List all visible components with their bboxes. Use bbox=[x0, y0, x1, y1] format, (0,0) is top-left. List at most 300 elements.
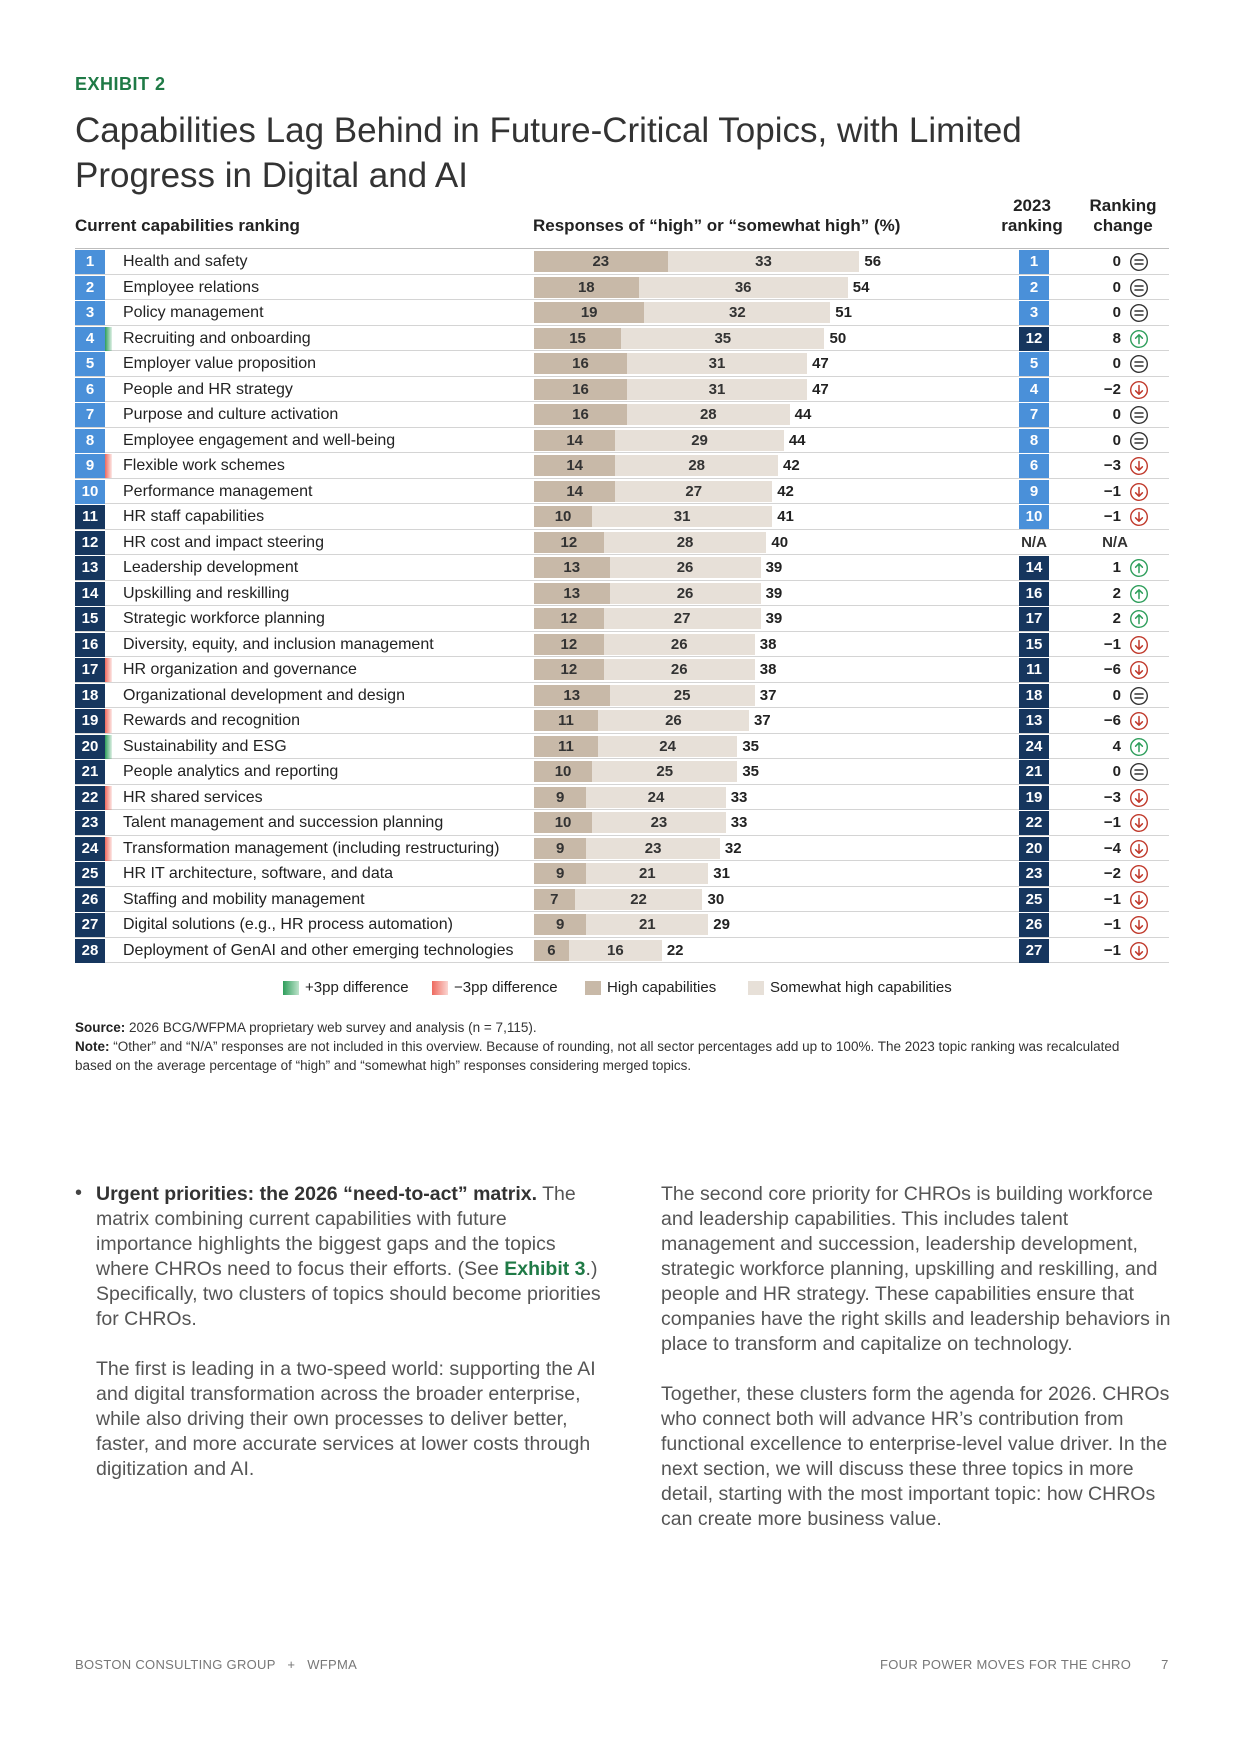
table-row bbox=[75, 326, 1169, 352]
header-rank2023-line1: 2023 bbox=[1013, 196, 1051, 215]
topic-label: Transformation management (including restructuring) bbox=[123, 839, 500, 857]
source-line bbox=[75, 1018, 1155, 1037]
bar-high-label: 9 bbox=[555, 839, 565, 857]
arrow-down-circle-icon bbox=[1129, 660, 1149, 680]
rank-2023-badge: 18 bbox=[1019, 684, 1049, 708]
rank-badge: 6 bbox=[75, 378, 105, 402]
rank-2023-badge: 21 bbox=[1019, 760, 1049, 784]
footer-right bbox=[880, 1657, 1169, 1672]
rank-badge: 21 bbox=[75, 760, 105, 784]
bar-high-label: 19 bbox=[580, 304, 598, 321]
rank-badge: 5 bbox=[75, 352, 105, 376]
topic-label: People and HR strategy bbox=[123, 380, 293, 398]
ranking-change-value: 0 bbox=[1112, 431, 1121, 449]
bar-total-label: 42 bbox=[783, 457, 800, 474]
source-text: 2026 BCG/WFPMA proprietary web survey and analysis (n = 7,115). bbox=[129, 1020, 537, 1035]
bar-high-label: 12 bbox=[560, 661, 578, 678]
rank-badge: 28 bbox=[75, 939, 105, 963]
ranking-change-value: 0 bbox=[1112, 686, 1121, 704]
arrow-down-circle-icon bbox=[1129, 941, 1149, 961]
bar-somewhat-high-label: 26 bbox=[670, 661, 688, 678]
topic-label: Purpose and culture activation bbox=[123, 406, 339, 423]
topic-label: HR IT architecture, software, and data bbox=[123, 865, 394, 882]
note-text: “Other” and “N/A” responses are not included in this overview. Because of rounding, not all sector percentages add up to 100%. The 2023 topic ranking was recalculated based on the average percentage of “high” and “somewhat high” responses considering merged topics. bbox=[75, 1039, 1120, 1073]
rank-2023-badge: 17 bbox=[1019, 607, 1049, 631]
bar-somewhat-high-label: 24 bbox=[647, 788, 665, 806]
bar-somewhat-high-label: 31 bbox=[708, 380, 726, 398]
topic-label: Health and safety bbox=[123, 253, 248, 270]
header-responses: Responses of “high” or “somewhat high” (%) bbox=[533, 216, 901, 235]
legend-neg-label: −3pp difference bbox=[454, 979, 558, 996]
bar-total-label: 32 bbox=[724, 839, 742, 857]
equal-circle-icon bbox=[1129, 762, 1149, 782]
bullet-paragraph bbox=[96, 1182, 608, 1332]
bar-somewhat-high-label: 22 bbox=[630, 890, 647, 908]
topic-label: Employee relations bbox=[123, 278, 260, 296]
rank-badge: 9 bbox=[75, 454, 105, 478]
rank-2023-badge: 15 bbox=[1019, 633, 1049, 657]
ranking-change-value: −1 bbox=[1103, 508, 1121, 525]
rank-badge: 2 bbox=[75, 276, 105, 300]
rank-badge: 8 bbox=[75, 429, 105, 453]
rank-badge: 20 bbox=[75, 735, 105, 759]
rank-badge: 18 bbox=[75, 684, 105, 708]
ranking-change-value: −1 bbox=[1103, 482, 1121, 500]
rank-badge: 7 bbox=[75, 403, 105, 427]
bar-total-label: 47 bbox=[812, 380, 829, 398]
rank-badge: 10 bbox=[75, 480, 105, 504]
positive-diff-marker bbox=[105, 327, 112, 351]
table-row bbox=[75, 581, 1169, 607]
bar-total-label: 39 bbox=[765, 584, 783, 602]
bar-high-label: 11 bbox=[558, 737, 574, 755]
bar-high-label: 14 bbox=[566, 431, 583, 449]
footer-org: BOSTON CONSULTING GROUP bbox=[75, 1657, 276, 1672]
ranking-change-value: −1 bbox=[1103, 916, 1121, 933]
topic-label: HR organization and governance bbox=[123, 661, 357, 678]
bar-somewhat-high-label: 23 bbox=[644, 839, 662, 857]
rank-2023-badge: 3 bbox=[1019, 301, 1049, 325]
topic-label: Policy management bbox=[123, 304, 264, 321]
table-row bbox=[75, 275, 1169, 301]
bar-high-label: 16 bbox=[572, 406, 589, 423]
rank-badge: 24 bbox=[75, 837, 105, 861]
ranking-change-value: 0 bbox=[1112, 278, 1121, 296]
table-row bbox=[75, 912, 1169, 938]
negative-diff-marker bbox=[105, 709, 112, 733]
rank-2023-badge: 2 bbox=[1019, 276, 1049, 300]
table-row bbox=[75, 555, 1169, 581]
rank-badge: 15 bbox=[75, 607, 105, 631]
bar-somewhat-high-label: 25 bbox=[656, 763, 674, 780]
rank-badge: 22 bbox=[75, 786, 105, 810]
header-rank2023-line2: ranking bbox=[1001, 216, 1063, 235]
ranking-change-value: 8 bbox=[1112, 329, 1121, 347]
bar-total-label: 38 bbox=[759, 661, 777, 678]
rank-badge: 19 bbox=[75, 709, 105, 733]
rank-2023-badge: 7 bbox=[1019, 403, 1049, 427]
legend-some-label: Somewhat high capabilities bbox=[770, 979, 952, 996]
arrow-down-circle-icon bbox=[1129, 380, 1149, 400]
rank-2023-badge: 23 bbox=[1019, 862, 1049, 886]
topic-label: Deployment of GenAI and other emerging technologies bbox=[123, 941, 514, 959]
rank-2023-badge: 1 bbox=[1019, 250, 1049, 274]
bar-high-label: 12 bbox=[560, 533, 578, 551]
rank-badge: 17 bbox=[75, 658, 105, 682]
header-current-ranking: Current capabilities ranking bbox=[75, 216, 300, 235]
bar-total-label: 56 bbox=[864, 253, 882, 270]
ranking-change-value: 1 bbox=[1112, 559, 1121, 576]
bar-total-label: 35 bbox=[742, 763, 760, 780]
note-label: Note: bbox=[75, 1039, 110, 1054]
bullet-dot: • bbox=[75, 1182, 83, 1204]
rank-badge: 27 bbox=[75, 913, 105, 937]
right-paragraph-2: Together, these clusters form the agenda for 2026. CHROs who connect both will advance HR’s contribution from functional excellence to enterprise-level value driver. In the next section, we will discuss these three topics in more detail, starting with the most important topic: how CHROs can create more business value. bbox=[661, 1383, 1170, 1530]
ranking-change-value: N/A bbox=[1102, 533, 1128, 551]
table-row bbox=[75, 657, 1169, 683]
legend-pos-label: +3pp difference bbox=[305, 979, 409, 996]
bar-somewhat-high-label: 23 bbox=[650, 814, 668, 831]
topic-label: Rewards and recognition bbox=[123, 712, 300, 729]
ranking-change-value: −3 bbox=[1103, 788, 1121, 806]
equal-circle-icon bbox=[1129, 431, 1149, 451]
footer-page-number: 7 bbox=[1161, 1657, 1169, 1672]
topic-label: Recruiting and onboarding bbox=[123, 329, 311, 347]
rank-2023-badge: 27 bbox=[1019, 939, 1049, 963]
rank-badge: 11 bbox=[75, 505, 105, 529]
bar-high-label: 10 bbox=[554, 508, 572, 525]
bar-somewhat-high-label: 27 bbox=[685, 482, 703, 500]
arrow-down-circle-icon bbox=[1129, 915, 1149, 935]
bar-high-label: 13 bbox=[563, 686, 581, 704]
bar-somewhat-high-label: 31 bbox=[708, 355, 726, 372]
bar-total-label: 44 bbox=[788, 431, 806, 449]
table-row bbox=[75, 938, 1169, 964]
rank-2023-badge: 26 bbox=[1019, 913, 1049, 937]
topic-label: Digital solutions (e.g., HR process automation) bbox=[123, 916, 453, 933]
bullet-text-1: The matrix combining current capabilities with future importance highlights the biggest gaps and the topics where CHROs need to focus their efforts. (See bbox=[96, 1183, 576, 1280]
table-row bbox=[75, 785, 1169, 811]
bar-total-label: 39 bbox=[765, 559, 783, 576]
bar-total-label: 54 bbox=[852, 278, 870, 296]
bar-total-label: 29 bbox=[713, 916, 730, 933]
right-paragraph-1: The second core priority for CHROs is building workforce and leadership capabilities. This includes talent management and succession, leadership development, strategic workforce planning, upskilling and reskilling, and people and HR strategy. These capabilities ensure that companies have the right skills and leadership behaviors in place to transform and capitalize on technology. bbox=[661, 1183, 1171, 1355]
bar-total-label: 50 bbox=[829, 329, 847, 347]
topic-label: Employee engagement and well-being bbox=[123, 431, 396, 449]
bar-total-label: 33 bbox=[730, 788, 748, 806]
topic-label: HR cost and impact steering bbox=[123, 533, 324, 551]
bar-high-label: 10 bbox=[554, 814, 572, 831]
rank-badge: 13 bbox=[75, 556, 105, 580]
topic-label: Performance management bbox=[123, 482, 313, 500]
header-change-line1: Ranking bbox=[1089, 196, 1157, 215]
bar-somewhat-high-label: 26 bbox=[676, 584, 694, 602]
bar-high-label: 12 bbox=[560, 635, 578, 653]
ranking-change-value: −4 bbox=[1103, 839, 1121, 857]
legend-high-swatch bbox=[585, 981, 601, 995]
bar-somewhat-high-label: 21 bbox=[638, 916, 656, 933]
topic-label: People analytics and reporting bbox=[123, 763, 339, 780]
bar-somewhat-high-label: 28 bbox=[688, 457, 705, 474]
equal-circle-icon bbox=[1129, 354, 1149, 374]
rank-badge: 1 bbox=[75, 250, 105, 274]
rank-badge: 23 bbox=[75, 811, 105, 835]
bar-high-label: 9 bbox=[555, 865, 565, 882]
bar-total-label: 44 bbox=[794, 406, 812, 423]
arrow-down-circle-icon bbox=[1129, 507, 1149, 527]
bar-total-label: 51 bbox=[835, 304, 852, 321]
bar-high-label: 14 bbox=[566, 457, 583, 474]
negative-diff-marker bbox=[105, 786, 112, 810]
bar-somewhat-high-label: 31 bbox=[673, 508, 691, 525]
footer-left bbox=[75, 1657, 357, 1672]
legend-pos-swatch bbox=[283, 981, 299, 995]
rank-2023-badge: 14 bbox=[1019, 556, 1049, 580]
bar-high-label: 16 bbox=[572, 380, 589, 398]
rank-2023-badge: 22 bbox=[1019, 811, 1049, 835]
bar-total-label: 42 bbox=[777, 482, 794, 500]
table-row bbox=[75, 428, 1169, 454]
bar-total-label: 30 bbox=[707, 890, 725, 908]
arrow-down-circle-icon bbox=[1129, 839, 1149, 859]
table-row bbox=[75, 861, 1169, 887]
topic-label: Strategic workforce planning bbox=[123, 610, 325, 627]
footer-report-title: FOUR POWER MOVES FOR THE CHRO bbox=[880, 1657, 1132, 1672]
arrow-down-circle-icon bbox=[1129, 456, 1149, 476]
bar-somewhat-high-label: 28 bbox=[676, 533, 694, 551]
rank-2023-badge: 13 bbox=[1019, 709, 1049, 733]
table-row bbox=[75, 402, 1169, 428]
rank-2023-badge: 10 bbox=[1019, 505, 1049, 529]
bar-somewhat-high-label: 26 bbox=[670, 635, 688, 653]
rank-2023-badge: 11 bbox=[1019, 658, 1049, 682]
arrow-down-circle-icon bbox=[1129, 788, 1149, 808]
positive-diff-marker bbox=[105, 735, 112, 759]
rank-2023-badge: N/A bbox=[1021, 533, 1047, 551]
table-row bbox=[75, 351, 1169, 377]
exhibit-label: EXHIBIT 2 bbox=[75, 74, 166, 94]
bullet-text-2: .) Specifically, two clusters of topics should become priorities for CHROs. bbox=[96, 1258, 601, 1330]
rank-badge: 25 bbox=[75, 862, 105, 886]
exhibit-3-link[interactable]: Exhibit 3 bbox=[504, 1258, 586, 1280]
bar-high-label: 13 bbox=[563, 584, 581, 602]
bar-somewhat-high-label: 28 bbox=[699, 406, 717, 423]
arrow-down-circle-icon bbox=[1129, 635, 1149, 655]
arrow-down-circle-icon bbox=[1129, 890, 1149, 910]
topic-label: Diversity, equity, and inclusion management bbox=[123, 635, 434, 653]
arrow-up-circle-icon bbox=[1129, 737, 1149, 757]
table-row bbox=[75, 734, 1169, 760]
rank-2023-badge: 20 bbox=[1019, 837, 1049, 861]
equal-circle-icon bbox=[1129, 405, 1149, 425]
ranking-change-value: 0 bbox=[1112, 355, 1121, 372]
arrow-down-circle-icon bbox=[1129, 711, 1149, 731]
rank-2023-badge: 6 bbox=[1019, 454, 1049, 478]
table-row bbox=[75, 606, 1169, 632]
right-column bbox=[661, 1182, 1171, 1557]
table-row bbox=[75, 479, 1169, 505]
negative-diff-marker bbox=[105, 837, 112, 861]
topic-label: Organizational development and design bbox=[123, 686, 405, 704]
bar-total-label: 35 bbox=[742, 737, 760, 755]
topic-label: Talent management and succession planning bbox=[123, 814, 444, 831]
equal-circle-icon bbox=[1129, 686, 1149, 706]
ranking-change-value: 0 bbox=[1112, 763, 1121, 780]
bar-somewhat-high-label: 36 bbox=[734, 278, 752, 296]
ranking-change-value: 0 bbox=[1112, 406, 1121, 423]
rank-badge: 3 bbox=[75, 301, 105, 325]
header-rank2023 bbox=[1000, 196, 1064, 236]
rank-2023-badge: 5 bbox=[1019, 352, 1049, 376]
rank-2023-badge: 8 bbox=[1019, 429, 1049, 453]
rank-2023-badge: 25 bbox=[1019, 888, 1049, 912]
rank-2023-badge: 4 bbox=[1019, 378, 1049, 402]
bar-high-label: 7 bbox=[550, 890, 559, 908]
exhibit-title: Capabilities Lag Behind in Future-Critical Topics, with Limited Progress in Digital and AI bbox=[75, 111, 1022, 195]
bar-total-label: 31 bbox=[713, 865, 730, 882]
legend-high-label: High capabilities bbox=[607, 979, 717, 996]
ranking-change-value: 0 bbox=[1112, 304, 1121, 321]
bar-high-label: 23 bbox=[592, 253, 610, 270]
rank-badge: 26 bbox=[75, 888, 105, 912]
bar-somewhat-high-label: 26 bbox=[665, 712, 682, 729]
rank-badge: 14 bbox=[75, 582, 105, 606]
bar-somewhat-high-label: 27 bbox=[673, 610, 691, 627]
bar-high-label: 6 bbox=[547, 941, 556, 959]
left-paragraph-2: The first is leading in a two-speed world: supporting the AI and digital transformation across the broader enterprise, while also driving their own processes to deliver better, faster, and more accurate services at lower costs through digitization and AI. bbox=[96, 1358, 596, 1480]
arrow-down-circle-icon bbox=[1129, 482, 1149, 502]
table-row bbox=[75, 810, 1169, 836]
bar-high-label: 16 bbox=[572, 355, 589, 372]
equal-circle-icon bbox=[1129, 303, 1149, 323]
table-row bbox=[75, 530, 1169, 556]
arrow-up-circle-icon bbox=[1129, 584, 1149, 604]
arrow-down-circle-icon bbox=[1129, 864, 1149, 884]
topic-label: Flexible work schemes bbox=[123, 457, 285, 474]
bar-high-label: 9 bbox=[555, 916, 565, 933]
negative-diff-marker bbox=[105, 658, 112, 682]
topic-label: Leadership development bbox=[123, 559, 299, 576]
topic-label: Upskilling and reskilling bbox=[123, 584, 290, 602]
bar-somewhat-high-label: 33 bbox=[755, 253, 772, 270]
bar-high-label: 13 bbox=[563, 559, 581, 576]
topic-label: Employer value proposition bbox=[123, 355, 316, 372]
table-row bbox=[75, 300, 1169, 326]
bar-total-label: 33 bbox=[730, 814, 748, 831]
table-row bbox=[75, 249, 1169, 275]
ranking-change-value: −3 bbox=[1103, 457, 1121, 474]
ranking-change-value: 2 bbox=[1112, 584, 1121, 602]
table-row bbox=[75, 453, 1169, 479]
ranking-change-value: −6 bbox=[1103, 712, 1121, 729]
rank-badge: 4 bbox=[75, 327, 105, 351]
source-label: Source: bbox=[75, 1020, 126, 1035]
arrow-up-circle-icon bbox=[1129, 558, 1149, 578]
table-row bbox=[75, 504, 1169, 530]
source-note bbox=[75, 1018, 1155, 1075]
table-row bbox=[75, 759, 1169, 785]
bar-high-label: 18 bbox=[577, 278, 595, 296]
bar-total-label: 41 bbox=[777, 508, 794, 525]
bar-total-label: 38 bbox=[759, 635, 777, 653]
bar-somewhat-high-label: 26 bbox=[676, 559, 694, 576]
topic-label: Sustainability and ESG bbox=[123, 737, 287, 755]
ranking-change-value: −2 bbox=[1103, 865, 1121, 882]
equal-circle-icon bbox=[1129, 252, 1149, 272]
negative-diff-marker bbox=[105, 454, 112, 478]
table-row bbox=[75, 683, 1169, 709]
rank-2023-badge: 16 bbox=[1019, 582, 1049, 606]
bar-somewhat-high-label: 16 bbox=[606, 941, 624, 959]
bar-somewhat-high-label: 32 bbox=[728, 304, 746, 321]
topic-label: Staffing and mobility management bbox=[123, 890, 365, 908]
rank-badge: 16 bbox=[75, 633, 105, 657]
ranking-change-value: −6 bbox=[1103, 661, 1121, 678]
note-line bbox=[75, 1037, 1155, 1075]
arrow-down-circle-icon bbox=[1129, 813, 1149, 833]
legend-neg-swatch bbox=[432, 981, 448, 995]
ranking-change-value: −1 bbox=[1103, 941, 1121, 959]
table-row bbox=[75, 887, 1169, 913]
header-ranking-change bbox=[1083, 196, 1163, 236]
rank-badge: 12 bbox=[75, 531, 105, 555]
bar-total-label: 37 bbox=[759, 686, 777, 704]
arrow-up-circle-icon bbox=[1129, 329, 1149, 349]
bar-high-label: 14 bbox=[566, 482, 583, 500]
bar-total-label: 47 bbox=[812, 355, 829, 372]
bar-somewhat-high-label: 35 bbox=[714, 329, 732, 347]
rank-2023-badge: 9 bbox=[1019, 480, 1049, 504]
bar-somewhat-high-label: 21 bbox=[638, 865, 656, 882]
ranking-change-value: 2 bbox=[1112, 610, 1121, 627]
rank-2023-badge: 19 bbox=[1019, 786, 1049, 810]
legend-some-swatch bbox=[748, 981, 764, 995]
footer-partner: WFPMA bbox=[307, 1657, 358, 1672]
bar-high-label: 10 bbox=[554, 763, 572, 780]
topic-label: HR shared services bbox=[123, 788, 263, 806]
ranking-change-value: −1 bbox=[1103, 890, 1121, 908]
ranking-change-value: 0 bbox=[1112, 253, 1121, 270]
bar-somewhat-high-label: 29 bbox=[691, 431, 708, 449]
bar-total-label: 39 bbox=[765, 610, 783, 627]
rank-2023-badge: 24 bbox=[1019, 735, 1049, 759]
equal-circle-icon bbox=[1129, 278, 1149, 298]
ranking-change-value: −1 bbox=[1103, 814, 1121, 831]
ranking-change-value: −1 bbox=[1103, 635, 1121, 653]
topic-label: HR staff capabilities bbox=[123, 508, 265, 525]
bar-total-label: 37 bbox=[753, 712, 771, 729]
bar-high-label: 12 bbox=[560, 610, 578, 627]
table-row bbox=[75, 836, 1169, 862]
footer-plus: + bbox=[287, 1657, 296, 1672]
bar-high-label: 15 bbox=[569, 329, 586, 347]
ranking-change-value: −2 bbox=[1103, 380, 1121, 398]
bullet-title: Urgent priorities: the 2026 “need-to-act” matrix. bbox=[96, 1183, 538, 1205]
rank-2023-badge: 12 bbox=[1019, 327, 1049, 351]
header-change-line2: change bbox=[1093, 216, 1153, 235]
left-column bbox=[96, 1182, 608, 1507]
table-row bbox=[75, 708, 1169, 734]
bar-high-label: 9 bbox=[555, 788, 565, 806]
bar-somewhat-high-label: 25 bbox=[673, 686, 691, 704]
bar-total-label: 40 bbox=[771, 533, 789, 551]
table-row bbox=[75, 632, 1169, 658]
ranking-change-value: 4 bbox=[1112, 737, 1121, 755]
table-row bbox=[75, 377, 1169, 403]
arrow-up-circle-icon bbox=[1129, 609, 1149, 629]
bar-total-label: 22 bbox=[666, 941, 684, 959]
bar-high-label: 11 bbox=[558, 712, 574, 729]
